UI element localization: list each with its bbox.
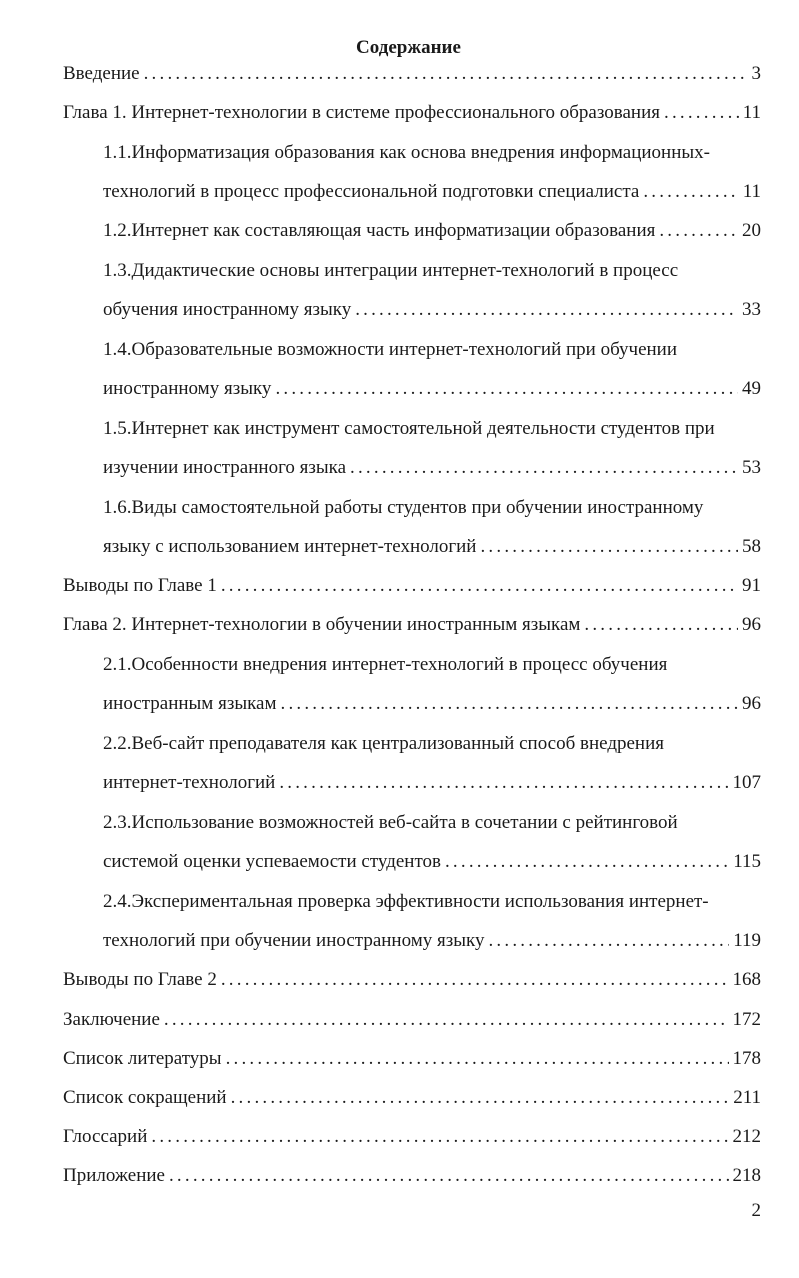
toc-entry-label: языку с использованием интернет-технологий (103, 536, 477, 557)
toc-page-number: 115 (733, 851, 761, 872)
toc-page-number: 58 (742, 536, 761, 557)
toc-page-number: 20 (742, 220, 761, 241)
toc-leader-dots (350, 453, 738, 483)
toc-leader-dots (279, 768, 728, 798)
toc-entry-1-4[interactable] (103, 374, 761, 404)
toc-entry-1-2[interactable] (103, 216, 761, 246)
toc-entry-1-3[interactable] (103, 295, 761, 325)
toc-leader-dots (664, 98, 739, 128)
toc-page-number: 168 (732, 969, 761, 990)
toc-entry-1-1[interactable] (103, 177, 761, 207)
toc-leader-dots (226, 1044, 729, 1074)
toc-entry-1-4-line1[interactable] (103, 335, 761, 365)
toc-entry-introduction[interactable] (63, 59, 761, 89)
toc-entry-1-5[interactable] (103, 453, 761, 483)
toc-leader-dots (221, 571, 738, 601)
toc-entry-1-6-line1[interactable] (103, 493, 761, 523)
toc-entry-2-3[interactable] (103, 847, 761, 877)
toc-entry-1-5-line1[interactable] (103, 414, 761, 444)
toc-leader-dots (488, 926, 729, 956)
toc-page-number: 212 (732, 1126, 761, 1147)
toc-entry-label: Список сокращений (63, 1087, 227, 1108)
toc-page-number: 49 (742, 378, 761, 399)
toc-entry-label: 1.2.Интернет как составляющая часть информатизации образования (103, 220, 656, 241)
toc-entry-2-4[interactable] (103, 926, 761, 956)
toc-leader-dots (151, 1122, 728, 1152)
toc-entry-label: системой оценки успеваемости студентов (103, 851, 441, 872)
toc-entry-conclusions-chapter-2[interactable] (63, 965, 761, 995)
toc-page-number: 211 (733, 1087, 761, 1108)
toc-leader-dots (445, 847, 729, 877)
toc-entry-chapter-2[interactable] (63, 610, 761, 640)
toc-entry-label: 2.3.Использование возможностей веб-сайта в сочетании с рейтинговой (103, 812, 678, 833)
toc-entry-2-1-line1[interactable] (103, 650, 761, 680)
toc-page-number: 53 (742, 457, 761, 478)
toc-page-number: 11 (742, 181, 761, 202)
toc-entry-label: 1.5.Интернет как инструмент самостоятельной деятельности студентов при (103, 418, 715, 439)
toc-page-number: 33 (742, 299, 761, 320)
toc-page-number: 11 (742, 102, 761, 123)
toc-entry-label: Глоссарий (63, 1126, 148, 1147)
toc-page-number: 3 (751, 63, 761, 84)
toc-leader-dots (164, 1005, 729, 1035)
toc-leader-dots (281, 689, 739, 719)
toc-page-number: 178 (732, 1048, 761, 1069)
toc-entry-1-3-line1[interactable] (103, 256, 761, 286)
toc-entry-label: Глава 1. Интернет-технологии в системе профессионального образования (63, 102, 660, 123)
toc-leader-dots (480, 532, 738, 562)
toc-entry-glossary[interactable] (63, 1122, 761, 1152)
toc-entry-conclusions-chapter-1[interactable] (63, 571, 761, 601)
toc-leader-dots (584, 610, 738, 640)
toc-page-number: 96 (742, 693, 761, 714)
toc-entry-2-1[interactable] (103, 689, 761, 719)
toc-entry-label: 1.1.Информатизация образования как основа внедрения информационных- (103, 142, 710, 163)
toc-entry-label: Список литературы (63, 1048, 222, 1069)
toc-entry-label: 1.6.Виды самостоятельной работы студентов при обучении иностранному (103, 497, 704, 518)
toc-entry-label: иностранным языкам (103, 693, 277, 714)
toc-entry-label: интернет-технологий (103, 772, 276, 793)
toc-leader-dots (231, 1083, 730, 1113)
toc-entry-label: иностранному языку (103, 378, 272, 399)
toc-entry-2-4-line1[interactable] (103, 887, 761, 917)
toc-page-number: 107 (732, 772, 761, 793)
toc-title: Содержание (356, 37, 461, 58)
toc-entry-label: Приложение (63, 1165, 165, 1186)
toc-leader-dots (221, 965, 729, 995)
toc-entry-label: изучении иностранного языка (103, 457, 347, 478)
toc-leader-dots (643, 177, 738, 207)
toc-leader-dots (169, 1161, 729, 1191)
toc-entry-label: обучения иностранному языку (103, 299, 352, 320)
toc-page-number: 218 (732, 1165, 761, 1186)
toc-entry-label: Выводы по Главе 2 (63, 969, 217, 990)
toc-entry-chapter-1[interactable] (63, 98, 761, 128)
toc-entry-label: Введение (63, 63, 140, 84)
toc-entry-label: 1.3.Дидактические основы интеграции интернет-технологий в процесс (103, 260, 679, 281)
toc-entry-label: Выводы по Главе 1 (63, 575, 217, 596)
toc-entry-label: технологий при обучении иностранному языку (103, 930, 485, 951)
toc-page-number: 96 (742, 614, 761, 635)
toc-page-number: 91 (742, 575, 761, 596)
toc-leader-dots (355, 295, 738, 325)
toc-entry-1-1-line1[interactable] (103, 138, 761, 168)
toc-entry-2-3-line1[interactable] (103, 808, 761, 838)
page-number: 2 (751, 1200, 761, 1221)
toc-entry-2-2[interactable] (103, 768, 761, 798)
toc-entry-abbreviations[interactable] (63, 1083, 761, 1113)
toc-leader-dots (659, 216, 738, 246)
toc-entry-label: Глава 2. Интернет-технологии в обучении иностранным языкам (63, 614, 581, 635)
toc-entry-bibliography[interactable] (63, 1044, 761, 1074)
toc-leader-dots (275, 374, 738, 404)
toc-entry-label: 2.4.Экспериментальная проверка эффективности использования интернет- (103, 891, 709, 912)
toc-entry-label: технологий в процесс профессиональной подготовки специалиста (103, 181, 640, 202)
toc-entry-1-6[interactable] (103, 532, 761, 562)
toc-entry-label: Заключение (63, 1009, 160, 1030)
toc-entry-2-2-line1[interactable] (103, 729, 761, 759)
toc-entry-label: 1.4.Образовательные возможности интернет-технологий при обучении (103, 339, 678, 360)
toc-entry-label: 2.1.Особенности внедрения интернет-технологий в процесс обучения (103, 654, 668, 675)
toc-entry-label: 2.2.Веб-сайт преподавателя как централизованный способ внедрения (103, 733, 665, 754)
toc-entry-conclusion[interactable] (63, 1005, 761, 1035)
toc-page-number: 172 (732, 1009, 761, 1030)
toc-page-number: 119 (733, 930, 761, 951)
toc-leader-dots (144, 59, 748, 89)
toc-entry-appendix[interactable] (63, 1161, 761, 1191)
